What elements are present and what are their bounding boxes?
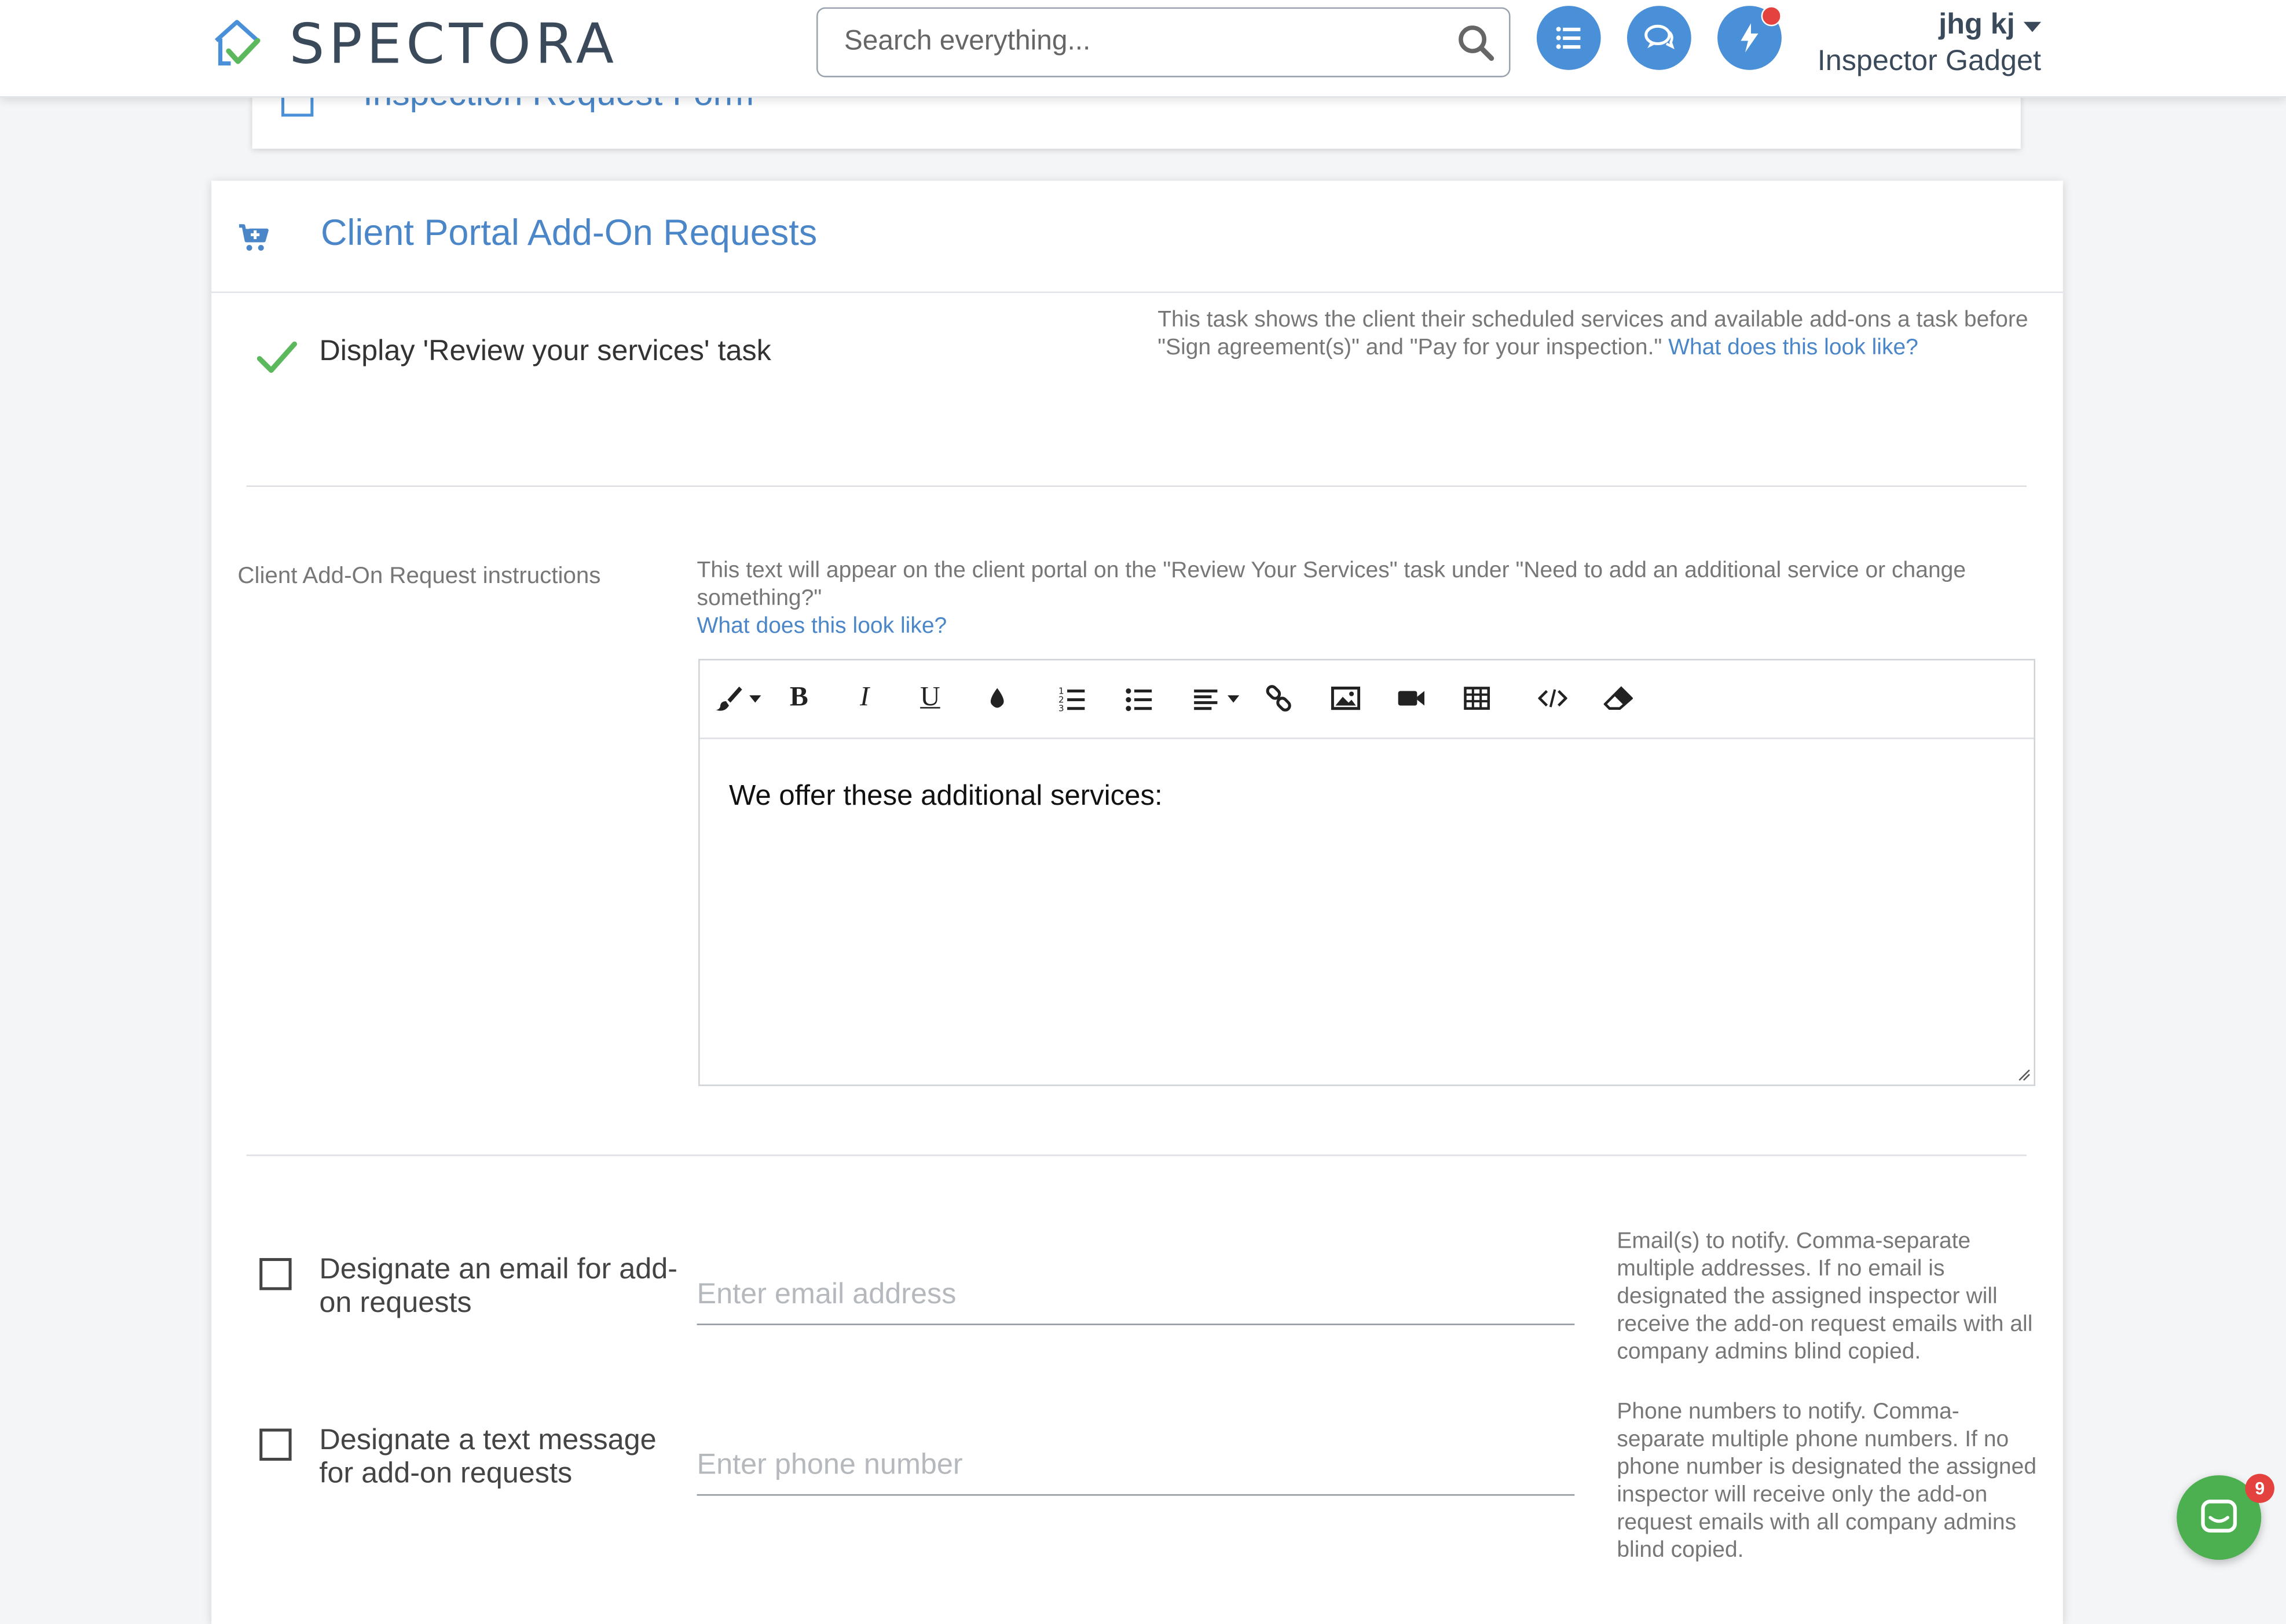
- instructions-look-like-link[interactable]: What does this look like?: [697, 614, 947, 639]
- style-brush-icon: [715, 684, 743, 713]
- chevron-down-icon: [749, 695, 761, 702]
- italic-button[interactable]: [847, 678, 882, 719]
- unordered-list-button[interactable]: [1120, 678, 1157, 719]
- table-button[interactable]: [1458, 678, 1496, 719]
- eraser-icon: [1604, 684, 1633, 713]
- client-portal-addon-card: [211, 181, 2063, 1624]
- editor-content[interactable]: We offer these additional services:: [728, 780, 1163, 812]
- bold-icon: B: [789, 682, 808, 713]
- clear-format-button[interactable]: [1599, 678, 1637, 719]
- underline-icon: U: [920, 682, 940, 713]
- addon-instructions-label: Client Add-On Request instructions: [237, 564, 601, 589]
- svg-text:3: 3: [1058, 703, 1064, 713]
- cart-plus-icon: [237, 222, 269, 254]
- task-list-button[interactable]: [1537, 6, 1601, 70]
- align-button[interactable]: [1187, 678, 1245, 719]
- global-search: [816, 8, 1511, 78]
- display-task-description: [1157, 306, 2032, 362]
- svg-text:1: 1: [1058, 685, 1064, 696]
- chevron-down-icon[interactable]: [2024, 22, 2041, 32]
- card-header: [211, 181, 2063, 293]
- image-button[interactable]: [1327, 678, 1364, 719]
- email-field[interactable]: [697, 1266, 1575, 1325]
- chat-icon: [2197, 1495, 2241, 1539]
- search-icon[interactable]: [1456, 23, 1494, 61]
- text-color-button[interactable]: [980, 678, 1014, 719]
- phone-field[interactable]: [697, 1436, 1575, 1495]
- editor-toolbar: [700, 661, 2034, 739]
- image-icon: [1331, 684, 1360, 713]
- style-brush-button[interactable]: [712, 678, 764, 719]
- svg-text:2: 2: [1058, 694, 1064, 705]
- link-icon: [1264, 684, 1293, 713]
- designate-email-label[interactable]: Designate an email for add-on requests: [319, 1253, 678, 1319]
- phone-help-text: Phone numbers to notify. Comma-separate multiple phone numbers. If no phone number is designated the assigned inspector will receive only the add-on request emails with all company admins blind copied.: [1617, 1399, 2037, 1563]
- house-check-logo-icon: [210, 5, 266, 83]
- addon-instructions-help: [697, 557, 2009, 640]
- color-drop-icon: [983, 684, 1012, 713]
- table-icon: [1462, 684, 1491, 713]
- unordered-list-icon: [1124, 684, 1153, 713]
- addon-instructions-help-text: This text will appear on the client portal on the "Review Your Services" task under "Need to add an additional service or change something?": [697, 558, 1966, 611]
- messages-button[interactable]: [1627, 6, 1691, 70]
- resize-handle-icon[interactable]: [2016, 1067, 2031, 1082]
- checkmark-icon[interactable]: [255, 335, 299, 379]
- what-does-this-look-like-link[interactable]: What does this look like?: [1668, 335, 1918, 360]
- chat-unread-badge: 9: [2245, 1474, 2274, 1503]
- user-role: Inspector Gadget: [1817, 45, 2042, 78]
- display-task-description-text: This task shows the client their scheduled services and available add-ons a task before "Sign agreement(s)" and "Pay for your inspection.": [1157, 307, 2028, 360]
- align-icon: [1193, 684, 1222, 713]
- list-icon: [1551, 20, 1586, 55]
- bold-button[interactable]: [782, 678, 816, 719]
- chat-bubbles-icon: [1642, 20, 1676, 55]
- designate-text-checkbox[interactable]: [259, 1429, 291, 1461]
- designate-text-label[interactable]: Designate a text message for add-on requests: [319, 1424, 657, 1490]
- top-navbar: [0, 0, 2286, 98]
- italic-icon: I: [860, 682, 870, 713]
- notification-dot: [1761, 6, 1782, 26]
- ordered-list-icon: [1057, 684, 1086, 713]
- email-help-text: Email(s) to notify. Comma-separate multiple addresses. If no email is designated the assigned inspector will receive the add-on request emails with all company admins blind copied.: [1617, 1229, 2033, 1365]
- code-view-button[interactable]: [1534, 678, 1571, 719]
- lightning-bolt-icon: [1732, 20, 1767, 55]
- brand-name: SPECTORA: [289, 12, 618, 76]
- search-input[interactable]: [841, 20, 1430, 64]
- video-icon: [1397, 684, 1426, 713]
- chevron-down-icon: [1228, 695, 1239, 702]
- divider: [247, 1154, 2027, 1156]
- display-review-task-label[interactable]: Display 'Review your services' task: [319, 335, 771, 368]
- link-button[interactable]: [1259, 678, 1297, 719]
- divider: [247, 485, 2027, 487]
- user-menu[interactable]: [1818, 9, 2041, 79]
- code-view-icon: [1538, 684, 1567, 713]
- notifications-button[interactable]: [1717, 6, 1782, 70]
- underline-button[interactable]: [913, 678, 947, 719]
- user-name[interactable]: jhg kj: [1939, 9, 2015, 41]
- designate-email-checkbox[interactable]: [259, 1258, 291, 1290]
- section-title: Client Portal Add-On Requests: [320, 212, 818, 254]
- video-button[interactable]: [1393, 678, 1430, 719]
- ordered-list-button[interactable]: [1053, 678, 1090, 719]
- spectora-logo[interactable]: [210, 3, 618, 85]
- rich-text-editor: [698, 659, 2035, 1086]
